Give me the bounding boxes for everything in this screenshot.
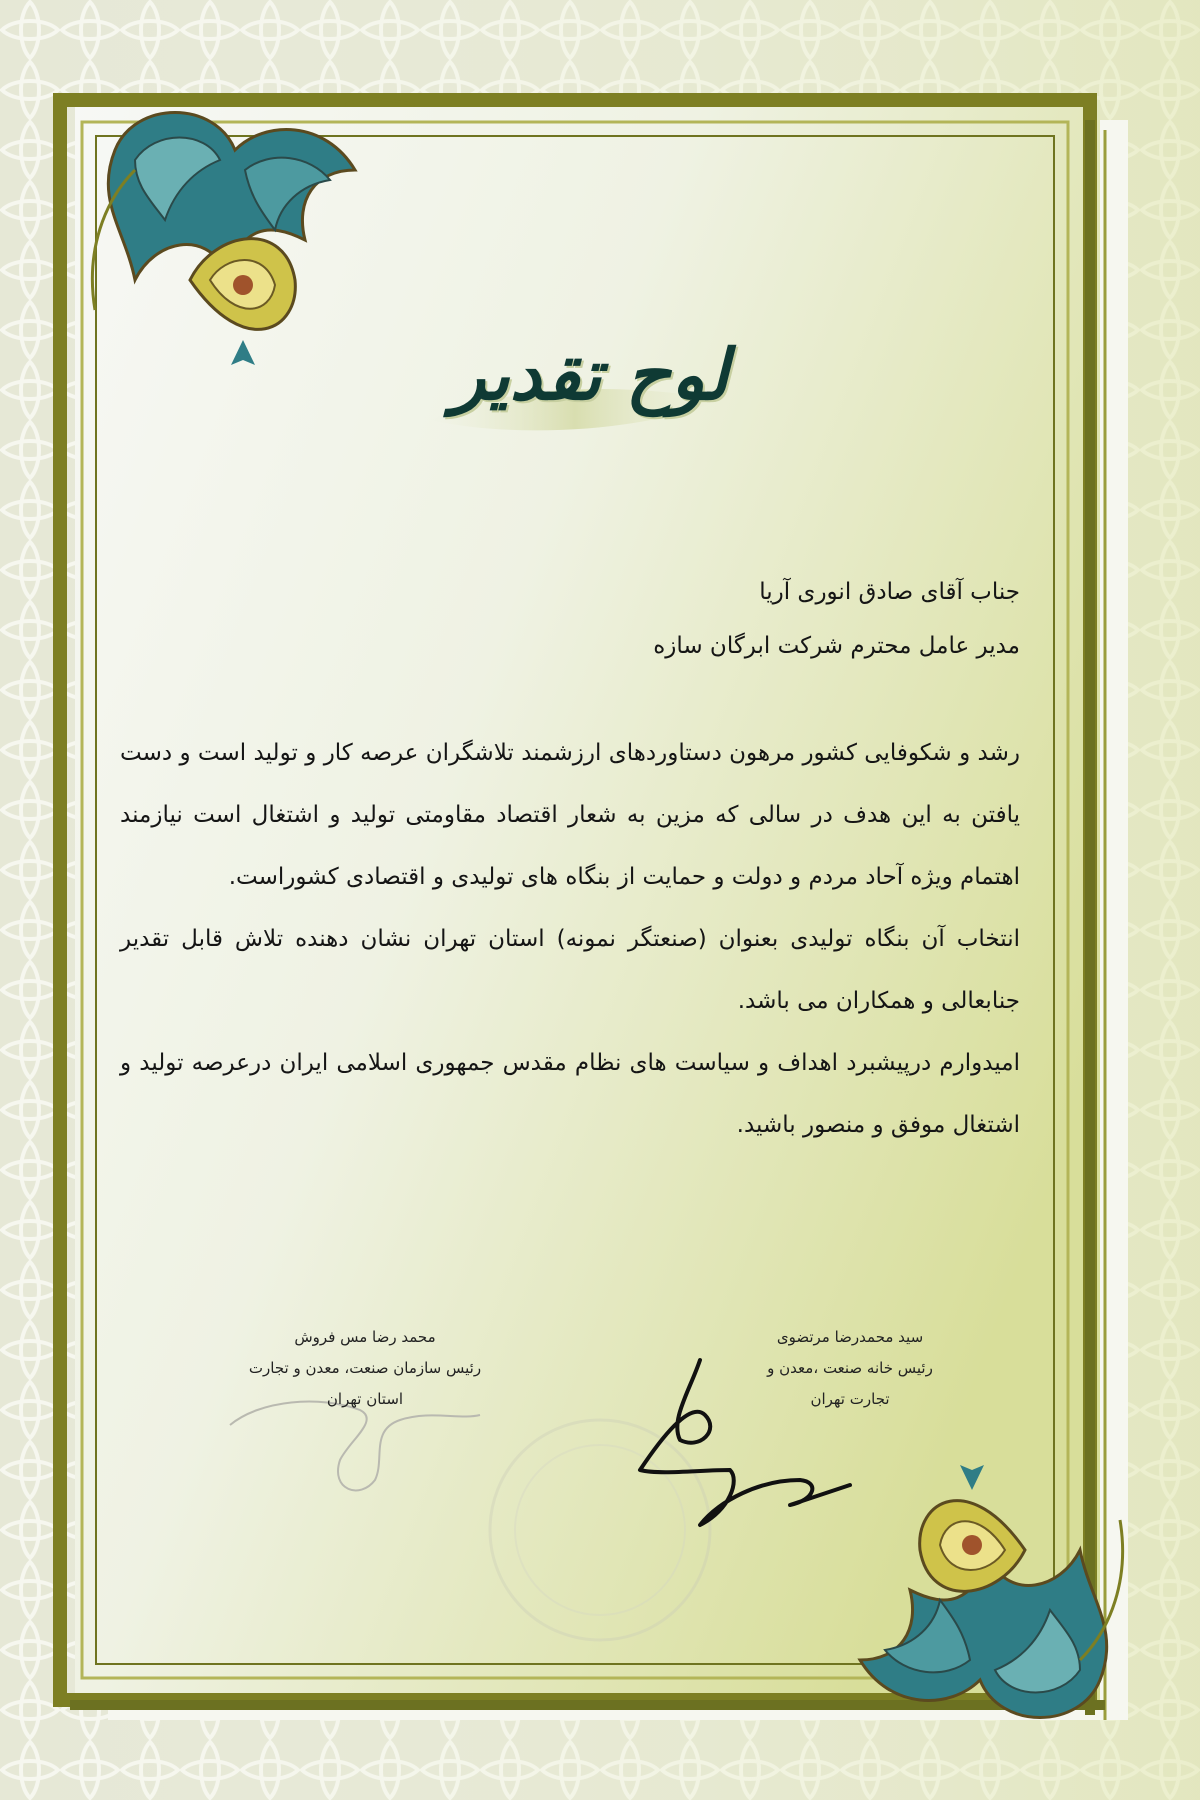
- signatory-name: سید محمدرضا مرتضوی: [776, 1328, 924, 1346]
- addressee-position: مدیر عامل محترم شرکت ابرگان سازه: [653, 633, 1020, 659]
- body-paragraph: رشد و شکوفایی کشور مرهون دستاوردهای ارزشمند تلاشگران عرصه کار و تولید است و دست یافتن به این هدف در سالی که مزین به شعار اقتصاد مقاومتی تولید و اشتغال است نیازمند اهتمام ویژه آحاد مردم و دولت و حمایت از بنگاه های تولیدی و اقتصادی کشوراست.: [120, 740, 1020, 890]
- signatory-title: تجارت تهران: [810, 1390, 890, 1408]
- left-signatory: [200, 1322, 530, 1415]
- body-paragraph: امیدوارم درپیشبرد اهداف و سیاست های نظام مقدس جمهوری اسلامی ایران درعرصه تولید و اشتغال موفق و منصور باشید.: [120, 1050, 1020, 1138]
- certificate-title: لوح تقدیر: [451, 333, 729, 416]
- body-paragraph: انتخاب آن بنگاه تولیدی بعنوان (صنعتگر نمونه) استان تهران نشان دهنده تلاش قابل تقدیر جنابعالی و همکاران می باشد.: [120, 926, 1020, 1014]
- signatory-title: رئیس خانه صنعت ،معدن و: [767, 1359, 933, 1377]
- signatory-title: رئیس سازمان صنعت، معدن و تجارت: [248, 1359, 482, 1377]
- right-signatory: [700, 1322, 1000, 1415]
- signatory-title: استان تهران: [326, 1390, 404, 1408]
- addressee-name: جناب آقای صادق انوری آریا: [759, 579, 1020, 605]
- signatory-name: محمد رضا مس فروش: [294, 1328, 436, 1346]
- addressee-block: [200, 565, 1020, 673]
- certificate-body: [120, 722, 1020, 1156]
